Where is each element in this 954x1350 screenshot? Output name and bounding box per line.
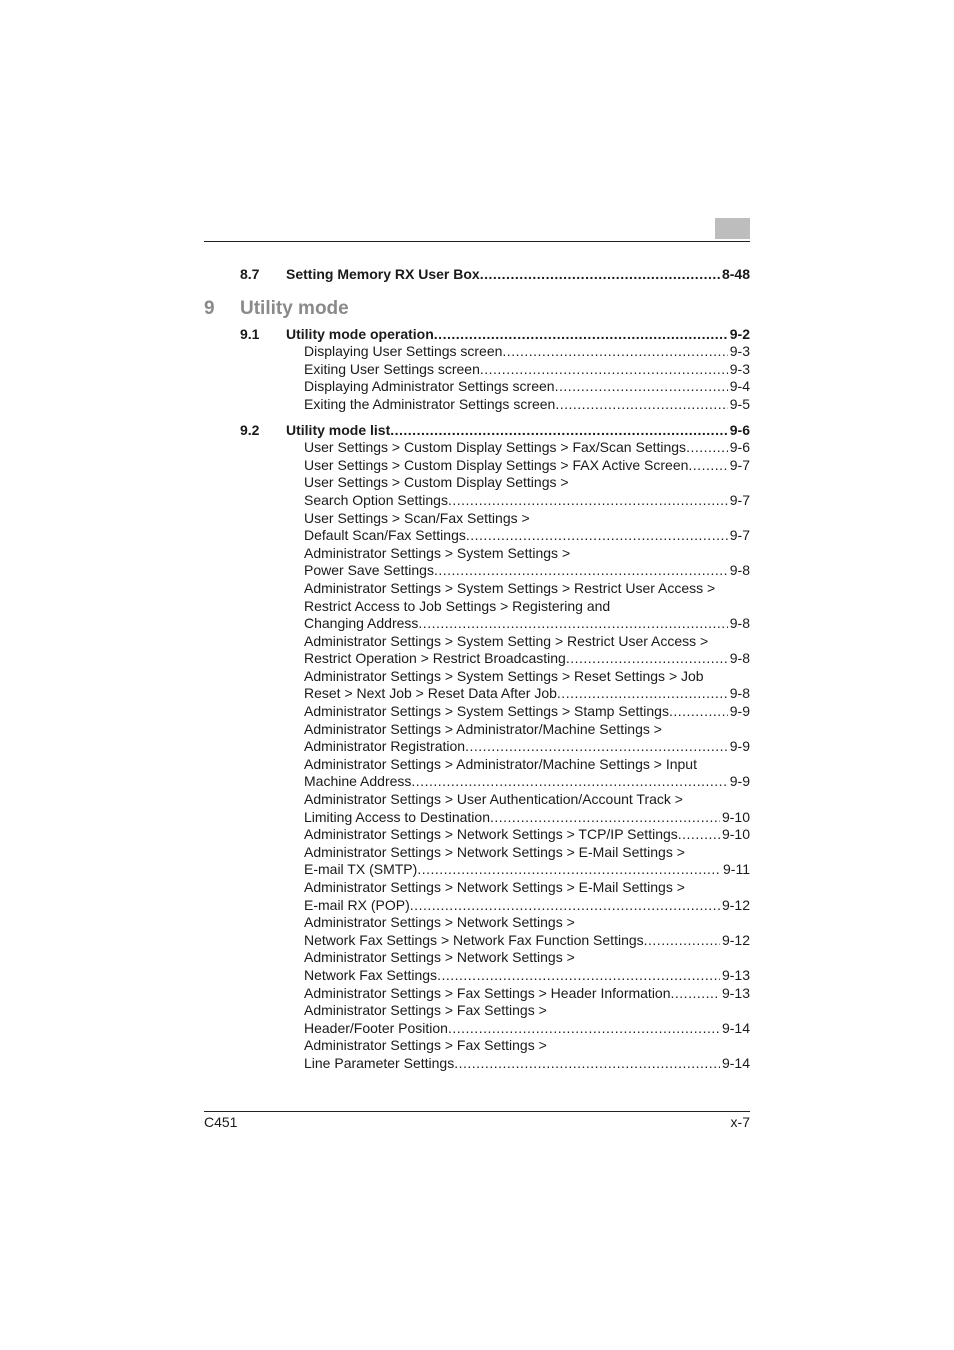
subentry-text: Administrator Settings > Administrator/Machine Settings > Input <box>304 755 697 772</box>
dot-leader <box>688 457 727 475</box>
subentry-text <box>304 897 750 915</box>
entry-title: Line Parameter Settings <box>304 1054 455 1071</box>
entry-title: Network Fax Settings > Network Fax Function Settings <box>304 931 644 948</box>
subentry-text <box>304 439 750 457</box>
subentry-text <box>304 562 750 580</box>
subentry[interactable] <box>240 985 750 1003</box>
entry-title: Displaying Administrator Settings screen <box>304 378 555 395</box>
section-text <box>286 422 750 440</box>
entry-title: Utility mode list <box>286 421 391 438</box>
subentry-text: Administrator Settings > System Settings > Reset Settings > Job <box>304 667 704 684</box>
entry-page: 9-7 <box>729 491 750 508</box>
entry-page: 9-3 <box>729 343 750 360</box>
subentry-text: Administrator Settings > Administrator/Machine Settings > <box>304 720 662 737</box>
dot-leader <box>686 439 728 457</box>
leader-line <box>304 826 750 844</box>
entry-title: Changing Address <box>304 615 419 632</box>
entry-page: 9-14 <box>721 1019 750 1036</box>
dot-leader <box>644 932 720 950</box>
dot-leader <box>566 650 728 668</box>
entry-title: Restrict Operation > Restrict Broadcasting <box>304 650 566 667</box>
subentry-line <box>240 580 750 598</box>
dot-leader <box>502 343 727 361</box>
section-text <box>286 326 750 344</box>
subentry-line <box>240 1002 750 1020</box>
subentry-line <box>240 791 750 809</box>
leader-line <box>304 361 750 379</box>
subentry-text <box>304 967 750 985</box>
subentry-line <box>240 721 750 739</box>
subentry-text <box>304 932 750 950</box>
section-number: 9.1 <box>240 325 260 342</box>
entry-title: E-mail RX (POP) <box>304 896 410 913</box>
entry-page: 9-4 <box>729 378 750 395</box>
subentry[interactable] <box>240 967 750 985</box>
entry-page: 9-9 <box>729 738 750 755</box>
entry-page: 9-8 <box>729 685 750 702</box>
entry-title: User Settings > Custom Display Settings > FAX Active Screen <box>304 456 689 473</box>
subentry[interactable] <box>240 738 750 756</box>
leader-line <box>304 1055 750 1073</box>
entry-page: 9-13 <box>721 966 750 983</box>
leader-line <box>304 985 750 1003</box>
entry-title: Header/Footer Position <box>304 1019 448 1036</box>
footer-rule <box>204 1111 750 1112</box>
entry-title: Default Scan/Fax Settings <box>304 527 466 544</box>
subentry-text <box>304 396 750 414</box>
entry-title: Administrator Settings > Fax Settings > Header Information <box>304 984 671 1001</box>
subentry-text: Administrator Settings > User Authentication/Account Track > <box>304 791 683 808</box>
subentry-text: User Settings > Scan/Fax Settings > <box>304 509 530 526</box>
entry-title: User Settings > Custom Display Settings > Fax/Scan Settings <box>304 439 687 456</box>
leader-line <box>304 396 750 414</box>
entry-page: 9-9 <box>729 773 750 790</box>
dot-leader <box>437 967 720 985</box>
subentry-text <box>304 492 750 510</box>
entry-page: 9-3 <box>729 360 750 377</box>
leader-line <box>304 650 750 668</box>
subentry-text: Administrator Settings > System Settings > <box>304 544 571 561</box>
subentry-text <box>304 703 750 721</box>
subentry-line <box>240 668 750 686</box>
subentry[interactable] <box>240 773 750 791</box>
subentry-text <box>304 457 750 475</box>
leader-line <box>304 967 750 985</box>
subentry-text: Administrator Settings > Network Settings > <box>304 914 575 931</box>
entry-title: Network Fax Settings <box>304 966 438 983</box>
entry-page: 9-11 <box>723 861 750 878</box>
subentry[interactable] <box>240 361 750 379</box>
entry-title: Power Save Settings <box>304 562 434 579</box>
subentry-text <box>304 861 750 879</box>
subentry-text <box>304 1020 750 1038</box>
leader-line <box>304 439 750 457</box>
subentry-text <box>304 809 750 827</box>
subentry[interactable] <box>240 396 750 414</box>
entry-page: 9-7 <box>729 456 750 473</box>
leader-line <box>304 932 750 950</box>
dot-leader <box>448 492 728 510</box>
subentry[interactable] <box>240 378 750 396</box>
entry-page: 9-6 <box>729 439 750 456</box>
entry-title: Limiting Access to Destination <box>304 808 490 825</box>
entry-title: Administrator Registration <box>304 738 466 755</box>
subentry-line <box>240 633 750 651</box>
subentry-line <box>240 598 750 616</box>
dot-leader <box>557 685 728 703</box>
dot-leader <box>490 809 720 827</box>
footer-model: C451 <box>204 1114 238 1130</box>
dot-leader <box>555 396 727 414</box>
subentry[interactable] <box>240 1020 750 1038</box>
dot-leader <box>410 897 720 915</box>
subentry-text <box>304 527 750 545</box>
entry-page: 9-8 <box>729 650 750 667</box>
subentry-text: Administrator Settings > Fax Settings > <box>304 1002 547 1019</box>
subentry-text: Administrator Settings > Network Settings > E-Mail Settings > <box>304 843 685 860</box>
entry-title: Search Option Settings <box>304 491 448 508</box>
entry-page: 9-10 <box>721 808 750 825</box>
entry-title: Displaying User Settings screen <box>304 343 503 360</box>
leader-line <box>304 562 750 580</box>
chapter-heading <box>204 294 750 324</box>
subentry-text: User Settings > Custom Display Settings > <box>304 474 569 491</box>
entry-title: Reset > Next Job > Reset Data After Job <box>304 685 557 702</box>
dot-leader <box>678 826 720 844</box>
section-gap <box>240 414 750 422</box>
footer-page-number: x-7 <box>730 1114 750 1130</box>
leader-line <box>304 1020 750 1038</box>
leader-line <box>286 326 750 344</box>
leader-line <box>304 492 750 510</box>
subentry-line <box>240 914 750 932</box>
subentry-line <box>240 1037 750 1055</box>
subentry[interactable] <box>240 809 750 827</box>
subentry-text <box>304 985 750 1003</box>
subentry-text <box>304 615 750 633</box>
leader-line <box>304 809 750 827</box>
section-number: 9.2 <box>240 421 260 438</box>
section-entry[interactable] <box>240 326 750 344</box>
dot-leader <box>669 703 728 721</box>
section-number: 8.7 <box>240 266 260 282</box>
entry-page: 9-10 <box>721 826 750 843</box>
leader-line <box>304 861 750 879</box>
subentry[interactable] <box>240 861 750 879</box>
subentry-text <box>304 1055 750 1073</box>
leader-line <box>304 527 750 545</box>
subentry-text <box>304 361 750 379</box>
chapter-tab <box>715 218 750 239</box>
dot-leader <box>555 378 728 396</box>
entry-page: 9-8 <box>729 562 750 579</box>
leader-line <box>304 457 750 475</box>
subentry[interactable] <box>240 650 750 668</box>
dot-leader <box>434 326 728 344</box>
chapter-number: 9 <box>204 297 215 319</box>
subentry-line <box>240 879 750 897</box>
leader-line <box>304 378 750 396</box>
subentry-line <box>240 474 750 492</box>
subentry[interactable] <box>240 897 750 915</box>
entry-title: Machine Address <box>304 773 412 790</box>
leader-line <box>304 685 750 703</box>
entry-page: 9-13 <box>721 984 750 1001</box>
subentry-text: Administrator Settings > System Settings > Restrict User Access > <box>304 579 716 596</box>
dot-leader <box>671 985 720 1003</box>
header-rule <box>204 241 750 242</box>
subentry[interactable] <box>240 439 750 457</box>
chapter-title: Utility mode <box>240 297 349 319</box>
dot-leader <box>418 615 727 633</box>
table-of-contents <box>204 266 750 1073</box>
leader-line <box>304 343 750 361</box>
dot-leader <box>465 738 728 756</box>
section-text <box>286 266 750 284</box>
subentry-line <box>240 510 750 528</box>
dot-leader <box>480 361 728 379</box>
subentry-text <box>304 650 750 668</box>
entry-title: Utility mode operation <box>286 325 434 342</box>
dot-leader <box>411 773 727 791</box>
section-entry[interactable] <box>240 422 750 440</box>
entry-page: 9-2 <box>729 325 750 342</box>
leader-line <box>304 897 750 915</box>
subentry-text <box>304 378 750 396</box>
entry-title: E-mail TX (SMTP) <box>304 861 418 878</box>
entry-page: 8-48 <box>721 266 750 282</box>
dot-leader <box>417 861 721 879</box>
dot-leader <box>448 1020 720 1038</box>
entry-page: 9-6 <box>729 421 750 438</box>
section-entry[interactable] <box>240 266 750 284</box>
subentry[interactable] <box>240 527 750 545</box>
subentry[interactable] <box>240 826 750 844</box>
leader-line <box>286 266 750 284</box>
subentry-text <box>304 738 750 756</box>
entry-title: Setting Memory RX User Box <box>286 266 480 282</box>
dot-leader <box>480 266 720 284</box>
subentry-text <box>304 773 750 791</box>
dot-leader <box>454 1055 720 1073</box>
subentry-text: Restrict Access to Job Settings > Registering and <box>304 597 611 614</box>
entry-page: 9-7 <box>729 527 750 544</box>
entry-page: 9-12 <box>721 931 750 948</box>
subentry[interactable] <box>240 615 750 633</box>
dot-leader <box>434 562 728 580</box>
subentry-text <box>304 826 750 844</box>
dot-leader <box>466 527 728 545</box>
entry-page: 9-9 <box>729 703 750 720</box>
subentry-line <box>240 545 750 563</box>
subentry[interactable] <box>240 932 750 950</box>
leader-line <box>286 422 750 440</box>
subentry-line <box>240 844 750 862</box>
entry-title: Administrator Settings > System Settings > Stamp Settings <box>304 703 669 720</box>
subentry[interactable] <box>240 562 750 580</box>
subentry[interactable] <box>240 703 750 721</box>
entry-page: 9-14 <box>721 1054 750 1071</box>
entry-title: Exiting the Administrator Settings screen <box>304 395 556 412</box>
subentry-text <box>304 685 750 703</box>
subentry-text: Administrator Settings > Network Settings > <box>304 949 575 966</box>
entry-page: 9-8 <box>729 615 750 632</box>
entry-page: 9-5 <box>729 395 750 412</box>
subentry-line <box>240 756 750 774</box>
subentry[interactable] <box>240 1055 750 1073</box>
subentry[interactable] <box>240 685 750 703</box>
subentry-text: Administrator Settings > System Setting > Restrict User Access > <box>304 632 709 649</box>
entry-title: Administrator Settings > Network Settings > TCP/IP Settings <box>304 826 678 843</box>
subentry[interactable] <box>240 492 750 510</box>
leader-line <box>304 703 750 721</box>
subentry-text <box>304 343 750 361</box>
subentry-text: Administrator Settings > Fax Settings > <box>304 1037 547 1054</box>
leader-line <box>304 773 750 791</box>
entry-page: 9-12 <box>721 896 750 913</box>
subentry[interactable] <box>240 343 750 361</box>
subentry-text: Administrator Settings > Network Settings > E-Mail Settings > <box>304 879 685 895</box>
dot-leader <box>390 422 728 440</box>
subentry[interactable] <box>240 457 750 475</box>
subentry-line <box>240 949 750 967</box>
leader-line <box>304 615 750 633</box>
leader-line <box>304 738 750 756</box>
entry-title: Exiting User Settings screen <box>304 360 480 377</box>
